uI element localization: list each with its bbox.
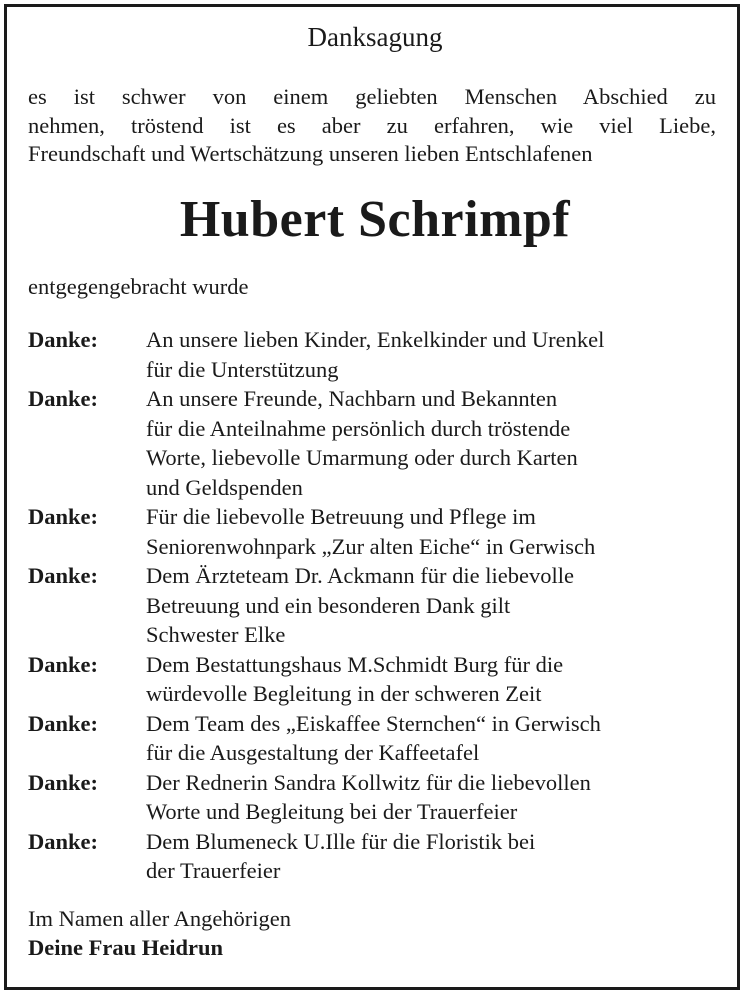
danke-label: Danke:	[28, 769, 99, 795]
thanks-text	[146, 502, 718, 561]
thanks-line: Seniorenwohnpark „Zur alten Eiche“ in Gerwisch	[146, 533, 596, 559]
thanks-line: Worte, liebevolle Umarmung oder durch Karten	[146, 445, 578, 470]
closing-line: Im Namen aller Angehörigen	[28, 906, 292, 931]
thanks-item	[28, 709, 718, 768]
thanks-line: der Trauerfeier	[146, 858, 281, 883]
thanks-text	[146, 384, 718, 502]
thanks-line: Für die liebevolle Betreuung und Pflege im	[146, 504, 536, 529]
thanks-item	[28, 384, 718, 502]
thanks-line: für die Ausgestaltung der Kaffeetafel	[146, 740, 480, 765]
thanks-line: Dem Team des „Eiskaffee Sternchen“ in Gerwisch	[146, 710, 601, 736]
thanks-list	[28, 325, 718, 886]
thanks-line: Dem Bestattungshaus M.Schmidt Burg für die	[146, 651, 564, 677]
intro-line: nehmen, tröstend ist es aber zu erfahren, wie viel Liebe,	[28, 112, 716, 138]
thanks-item	[28, 827, 718, 886]
thanks-line: Dem Blumeneck U.Ille für die Floristik bei	[146, 828, 536, 854]
danke-label: Danke:	[28, 504, 99, 529]
danke-label: Danke:	[28, 386, 99, 411]
thanks-line: für die Unterstützung	[146, 356, 339, 382]
thanks-item	[28, 502, 718, 561]
danke-label: Danke:	[28, 327, 99, 352]
deceased-name: Hubert Schrimpf	[179, 191, 571, 248]
thanks-line: für die Anteilnahme persönlich durch tröstende	[146, 415, 571, 441]
thanks-line: An unsere lieben Kinder, Enkelkinder und Urenkel	[146, 327, 605, 352]
danke-label: Danke:	[28, 710, 99, 736]
thanks-item	[28, 325, 718, 384]
danke-label: Danke:	[28, 651, 99, 677]
intro-line: Freundschaft und Wertschätzung unseren lieben Entschlafenen	[28, 141, 593, 166]
intro-paragraph	[28, 83, 716, 169]
thanks-text	[146, 561, 718, 650]
notice-title: Danksagung	[307, 22, 443, 52]
danke-label: Danke:	[28, 563, 99, 588]
thanks-line: Schwester Elke	[146, 622, 286, 647]
thanks-item	[28, 768, 718, 827]
thanks-line: und Geldspenden	[146, 474, 303, 500]
thanks-line: Dem Ärzteteam Dr. Ackmann für die liebevolle	[146, 563, 574, 588]
thanks-item	[28, 650, 718, 709]
thanks-text	[146, 650, 718, 709]
thanks-item	[28, 561, 718, 650]
thanks-line: Betreuung und ein besonderen Dank gilt	[146, 592, 511, 618]
thanks-line: Der Rednerin Sandra Kollwitz für die liebevollen	[146, 769, 591, 795]
intro-line: es ist schwer von einem geliebten Menschen Abschied zu	[28, 84, 716, 109]
thanks-line: würdevolle Begleitung in der schweren Zeit	[146, 681, 542, 706]
thanks-text	[146, 827, 718, 886]
thanks-line: Worte und Begleitung bei der Trauerfeier	[146, 799, 518, 824]
danke-label: Danke:	[28, 828, 99, 854]
thanks-line: An unsere Freunde, Nachbarn und Bekannten	[146, 386, 558, 411]
thanks-text	[146, 768, 718, 827]
thanks-text	[146, 325, 718, 384]
signer-name: Deine Frau Heidrun	[28, 935, 223, 960]
closing-block	[28, 904, 291, 962]
intro-continuation: entgegengebracht wurde	[28, 274, 249, 299]
thanks-text	[146, 709, 718, 768]
